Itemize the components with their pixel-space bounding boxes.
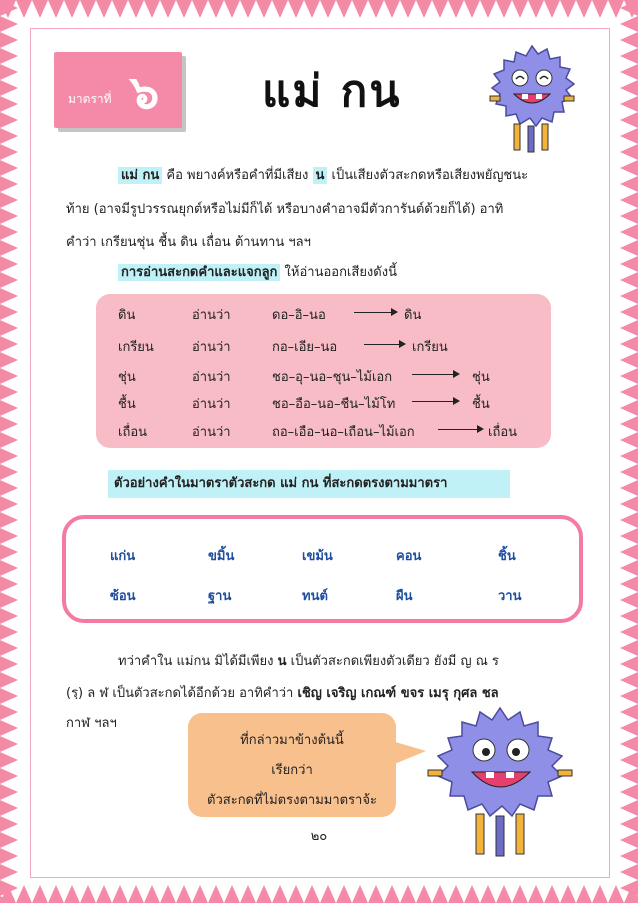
zigzag-border-top [0,0,638,22]
row-reads-as: อ่านว่า [192,425,231,440]
row-word: ชื้น [118,397,136,412]
row-word: เถื่อน [118,425,148,440]
lesson-badge [54,52,182,128]
arrow-icon [364,344,404,345]
zigzag-border-right [616,0,638,903]
bubble-line-3: ตัวสะกดที่ไม่ตรงตามมาตราจ้ะ [207,793,377,808]
reading-heading: การอ่านสะกดคำและแจกลูก [118,264,280,281]
intro-line-3: คำว่า เกรียนชุ่น ชื้น ดิน เถื่อน ต้านทาน ฯลฯ [66,235,311,250]
note-text: (รฺ) ล ฬ เป็นตัวสะกดได้อีกด้วย อาทิคำว่า [66,686,298,701]
zigzag-border-left [0,0,22,903]
row-reads-as: อ่านว่า [192,370,231,385]
speech-bubble [188,713,396,817]
row-word: ดิน [118,308,136,323]
note-text-end: ฯลฯ [90,716,117,731]
example-word: ฐาน [208,589,232,604]
badge-label: มาตราที่ [68,92,112,106]
note-text: กาฬ [66,716,91,731]
badge-number: ๖ [130,65,160,119]
arrow-icon [438,429,482,430]
example-word: ชิ้น [498,549,516,564]
row-spelling: ชอ–อือ–นอ–ชืน–ไม้โท [272,397,396,412]
row-result: ชุ่น [472,370,490,385]
row-spelling: ชอ–อุ–นอ–ชุน–ไม้เอก [272,370,393,385]
example-word: ซ้อน [110,589,136,604]
example-word: เขม้น [302,549,333,564]
note-text-end: เป็นตัวสะกดเพียงตัวเดียว ยังมี ญ ณ ร [286,654,499,669]
examples-heading: ตัวอย่างคำในมาตราตัวสะกด แม่ กน ที่สะกดตรงตามมาตรา [108,470,510,498]
reading-instruction: ให้อ่านออกเสียงดังนี้ [280,265,397,280]
spelling-row [118,304,558,334]
example-word: แก่น [110,549,136,564]
intro-text: คือ พยางค์หรือคำที่มีเสียง [162,168,313,183]
spelling-box [96,294,551,448]
example-word: ผืน [396,589,413,604]
row-result: เกรียน [412,340,448,355]
example-words-box [62,515,583,623]
row-spelling: กอ–เอีย–นอ [272,340,338,355]
arrow-icon [354,312,396,313]
page-title: แม่ กน [262,66,402,117]
row-reads-as: อ่านว่า [192,397,231,412]
note-line-1 [66,646,586,677]
row-reads-as: อ่านว่า [192,308,231,323]
spelling-row [118,393,558,423]
spelling-row [118,336,558,366]
row-word: ชุ่น [118,370,136,385]
monster-mascot-icon [484,40,580,160]
reading-heading-line [118,257,638,288]
bubble-line-1: ที่กล่าวมาข้างต้นนี้ [240,733,344,748]
letter-highlight: น [313,167,328,184]
row-result: ดิน [404,308,422,323]
note-text: ทว่าคำใน แม่กน มิได้มีเพียง [118,654,278,669]
example-word: คอน [396,549,422,564]
page-number: ๒๐ [310,829,328,844]
spelling-row [118,366,558,396]
arrow-icon [412,374,458,375]
intro-text-end: เป็นเสียงตัวสะกดหรือเสียงพยัญชนะ [327,168,529,183]
note-example-words: เชิญ เจริญ เกณฑ์ ขจร เมรุ กุศล ชล [297,686,499,701]
example-word: ขมิ้น [208,549,235,564]
row-spelling: ถอ–เอือ–นอ–เถือน–ไม้เอก [272,425,415,440]
example-word: ทนต์ [302,589,328,604]
note-letter: น [277,654,287,669]
row-reads-as: อ่านว่า [192,340,231,355]
intro-line-2: ท้าย (อาจมีรูปวรรณยุกต์หรือไม่มีก็ได้ หรือบางคำอาจมีตัวการันต์ด้วยก็ได้) อาทิ [66,202,504,217]
intro-line-1 [66,160,586,191]
row-result: ชื้น [472,397,490,412]
zigzag-border-bottom [0,881,638,903]
row-spelling: ดอ–อิ–นอ [272,308,326,323]
example-word: วาน [498,589,522,604]
arrow-icon [412,401,458,402]
bubble-line-2: เรียกว่า [271,763,313,778]
row-result: เถื่อน [488,425,518,440]
row-word: เกรียน [118,340,154,355]
spelling-row [118,421,558,451]
term-highlight: แม่ กน [118,167,162,184]
